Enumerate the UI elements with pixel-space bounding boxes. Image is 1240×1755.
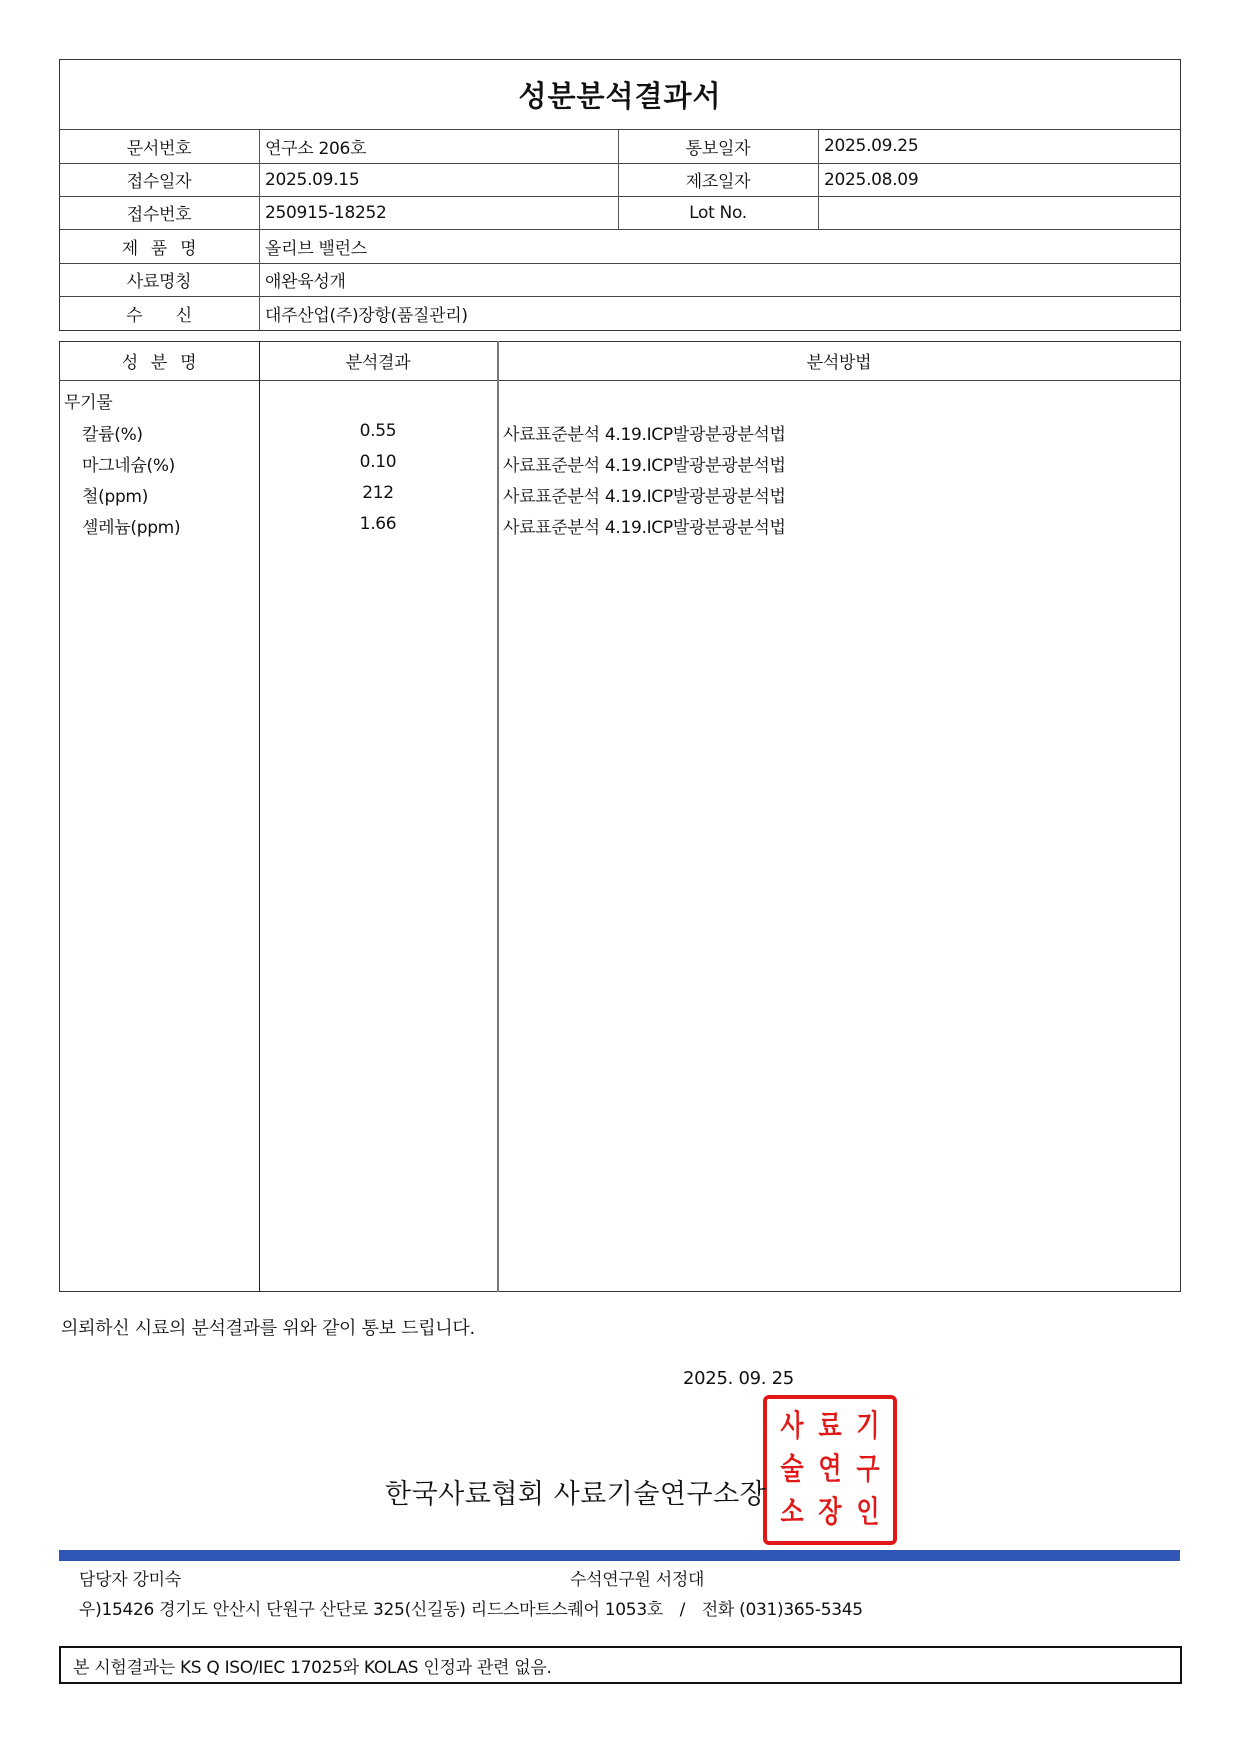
label-document-number: 문서번호 [126, 138, 192, 159]
value-receipt-number: 250915-18252 [265, 202, 387, 223]
seal-char: 구 [856, 1451, 880, 1487]
notice-text: 의뢰하신 시료의 분석결과를 위와 같이 통보 드립니다. [61, 1318, 475, 1339]
component-result: 0.10 [359, 452, 397, 472]
value-lot-number [818, 196, 1184, 229]
component-result: 212 [362, 483, 394, 503]
header-method: 분석방법 [806, 353, 872, 373]
value-manufacture-date: 2025.08.09 [824, 169, 919, 190]
label-receipt-date: 접수일자 [126, 172, 192, 192]
label-notice-date: 통보일자 [685, 138, 751, 159]
value-notice-date: 2025.09.25 [824, 136, 919, 156]
disclaimer-box [59, 1646, 1182, 1684]
footer-bar [59, 1550, 1180, 1561]
component-result: 0.55 [359, 421, 397, 441]
seal-char: 인 [856, 1495, 880, 1531]
value-document-number: 연구소 206호 [265, 138, 367, 159]
seal-char: 기 [856, 1408, 880, 1444]
senior-researcher: 수석연구원 서정대 [570, 1570, 705, 1590]
disclaimer-text: 본 시험결과는 KS Q ISO/IEC 17025와 KOLAS 인정과 관련 없음. [73, 1657, 552, 1678]
seal-char: 장 [818, 1495, 842, 1531]
component-name: 셀레늄(ppm) [82, 518, 181, 538]
component-result: 1.66 [359, 514, 397, 534]
seal-char: 사 [780, 1408, 804, 1444]
component-name: 마그네슘(%) [82, 456, 176, 476]
component-method: 사료표준분석 4.19.ICP발광분광분석법 [503, 425, 786, 445]
header-component: 성 분 명 [121, 353, 197, 373]
label-lot-number: Lot No. [689, 202, 747, 223]
label-manufacture-date: 제조일자 [685, 172, 751, 192]
contact-person: 담당자 강미숙 [79, 1570, 181, 1590]
component-name: 칼륨(%) [82, 425, 143, 445]
seal-char: 소 [780, 1495, 804, 1531]
value-product-name: 올리브 밸런스 [265, 238, 367, 259]
seal-char: 료 [818, 1408, 842, 1444]
value-feed-name: 애완육성개 [265, 272, 346, 292]
component-method: 사료표준분석 4.19.ICP발광분광분석법 [503, 456, 786, 476]
category-minerals: 무기물 [64, 393, 113, 413]
seal-char: 술 [780, 1451, 804, 1487]
value-recipient: 대주산업(주)장항(품질관리) [265, 306, 468, 326]
label-feed-name: 사료명칭 [126, 272, 192, 292]
official-seal [763, 1395, 897, 1545]
issue-date: 2025. 09. 25 [683, 1368, 794, 1389]
header-result: 분석결과 [345, 353, 411, 373]
component-method: 사료표준분석 4.19.ICP발광분광분석법 [503, 518, 786, 538]
value-receipt-date: 2025.09.15 [265, 169, 360, 190]
seal-char: 연 [818, 1451, 842, 1487]
divider [59, 380, 1181, 381]
label-product-name: 제 품 명 [121, 238, 197, 259]
component-name: 철(ppm) [82, 487, 149, 507]
address-phone: 우)15426 경기도 안산시 단원구 산단로 325(신길동) 리드스마트스퀘어 1053호 / 전화 (031)365-5345 [79, 1600, 863, 1620]
label-recipient: 수 신 [126, 306, 192, 326]
divider [497, 341, 499, 1292]
component-method: 사료표준분석 4.19.ICP발광분광분석법 [503, 487, 786, 507]
document-title: 성분분석결과서 [518, 78, 722, 113]
issuer-name: 한국사료협회 사료기술연구소장 [385, 1479, 767, 1510]
label-receipt-number: 접수번호 [126, 205, 192, 225]
